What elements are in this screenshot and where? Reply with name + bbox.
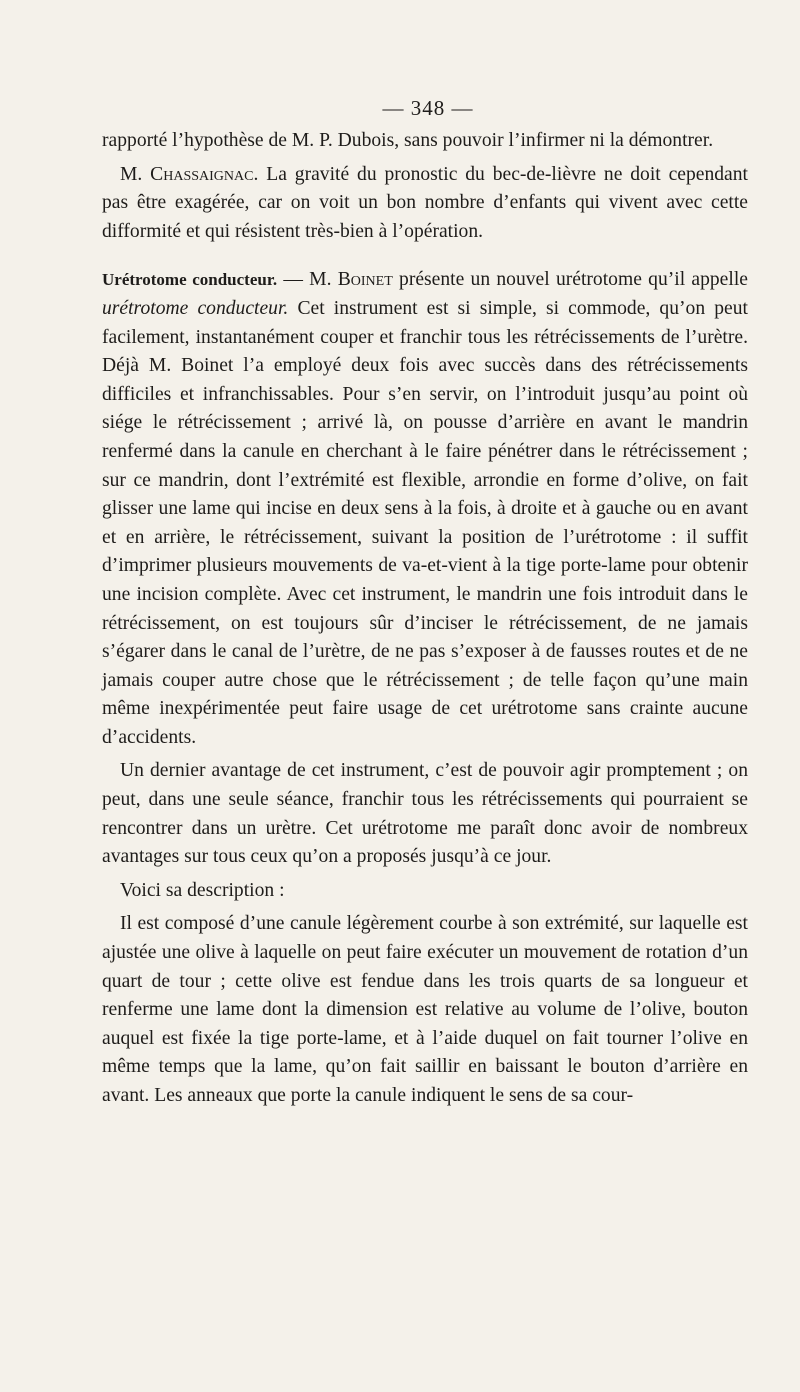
paragraph-text: Cet instrument est si simple, si commode, qu’on peut facilement, instantanément couper et franchir tous les rétrécissements de l’urètre. Déjà M. Boinet l’a employé deux fois avec succès dans des rétrécissements difficiles et infranchissables. Pour s’en servir, on l’introduit jusqu’au point où siége le rétrécissement ; arrivé là, on pousse d’arrière en avant le mandrin renfermé dans la canule en cherchant à le faire pénétrer dans le rétrécissement ; sur ce mandrin, dont l’extrémité est flexible, arrondie en forme d’olive, on fait glisser une lame qui incise en deux sens à la fois, à droite et à gauche ou en avant et en arrière, le rétrécissement, suivant la position de l’urétrotome : il suffit d’imprimer plusieurs mouvements de va-et-vient à la tige porte-lame pour obtenir une incision complète. Avec cet instrument, le mandrin une fois introduit dans le rétrécissement, on est toujours sûr d’inciser le rétrécissement, de ne jamais s’égarer dans le canal de l’urètre, de ne pas s’exposer à de fausses routes et de ne jamais couper autre chose que le rétrécissement ; de telle façon qu’une main même inexpérimentée peut faire usage de cet urétrotome sans crainte aucune d’accidents.: [102, 297, 748, 748]
paragraph-text: La gravité du pronostic du bec-de-lièvre ne doit cependant pas être exagérée, car on voit un bon nombre d’enfants qui vivent avec cette difformité et qui résistent très-bien à l’opération.: [102, 163, 748, 242]
heading-dash: — M.: [277, 269, 338, 291]
section-heading: Urétrotome conducteur.: [102, 270, 278, 290]
paragraph-chassaignac: [102, 161, 748, 247]
speaker-name: Boinet: [337, 269, 393, 291]
body-text: [102, 127, 748, 1111]
paragraph-advantage: Un dernier avantage de cet instrument, c’est de pouvoir agir promptement ; on peut, dans une seule séance, franchir tous les rétrécissements qui pourraient se rencontrer dans un urètre. Cet urétrotome me paraît donc avoir de nombreux avantages sur tous ceux qu’on a proposés jusqu’à ce jour.: [102, 760, 748, 868]
instrument-term: urétrotome conducteur.: [102, 297, 289, 319]
paragraph-description-intro: Voici sa description :: [120, 879, 285, 901]
page-number: — 348 —: [382, 96, 474, 120]
paragraph-uretrotome: [102, 266, 748, 752]
paragraph-description: Il est composé d’une canule légèrement courbe à son extrémité, sur laquelle est ajustée une olive à laquelle on peut faire exécuter un mouvement de rotation d’un quart de tour ; cette olive est fendue dans les trois quarts de sa longueur et renferme une lame dont la dimension est relative au volume de l’olive, bouton auquel est fixée la tige porte-lame, et à l’aide duquel on fait tourner l’olive en même temps que la lame, qu’on fait saillir en baissant le bouton d’arrière en avant. Les anneaux que porte la canule indiquent le sens de sa cour-: [102, 913, 748, 1106]
paragraph-continued: rapporté l’hypothèse de M. P. Dubois, sans pouvoir l’infirmer ni la démontrer.: [102, 130, 714, 151]
speaker-name: M. Chassaignac.: [120, 163, 259, 185]
paragraph-text: présente un nouvel urétrotome qu’il appelle: [392, 269, 748, 291]
